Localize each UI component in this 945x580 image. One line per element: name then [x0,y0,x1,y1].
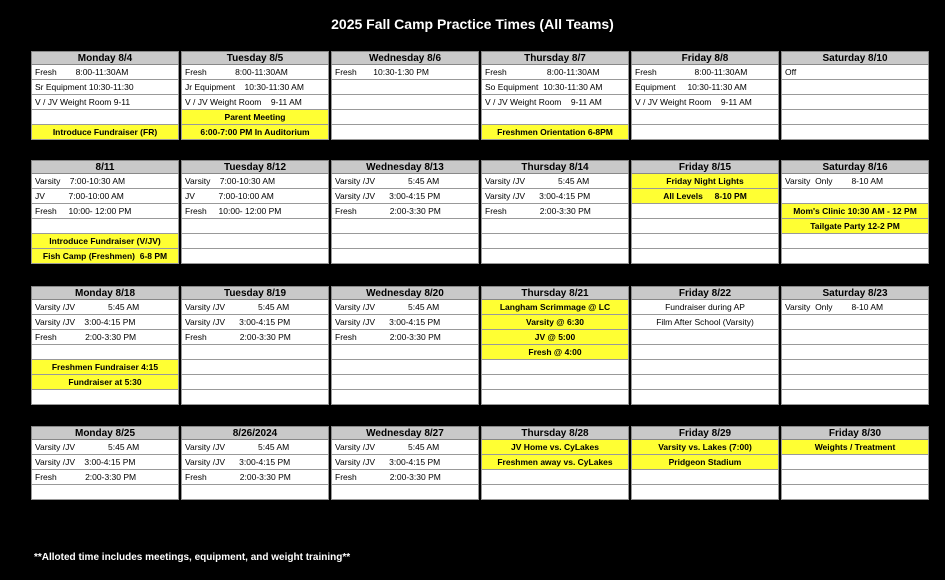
schedule-cell [481,219,629,234]
highlighted-event-cell: Parent Meeting [181,110,329,125]
highlighted-event-cell: 6:00-7:00 PM In Auditorium [181,125,329,140]
schedule-cell: Varsity /JV 5:45 AM [31,440,179,455]
day-column [31,426,179,500]
day-column [631,160,779,264]
schedule-cell [31,110,179,125]
schedule-cell: Sr Equipment 10:30-11:30 [31,80,179,95]
day-header: Friday 8/29 [631,426,779,440]
schedule-cell: Film After School (Varsity) [631,315,779,330]
schedule-cell: Varsity /JV 5:45 AM [181,440,329,455]
day-header: Saturday 8/16 [781,160,929,174]
schedule-cell: Varsity /JV 5:45 AM [31,300,179,315]
schedule-cell: Fresh 10:00- 12:00 PM [181,204,329,219]
schedule-cell: Varsity /JV 3:00-4:15 PM [181,315,329,330]
schedule-cell [331,360,479,375]
day-header: Wednesday 8/13 [331,160,479,174]
schedule-cell [331,80,479,95]
highlighted-event-cell: Introduce Fundraiser (V/JV) [31,234,179,249]
schedule-cell [481,485,629,500]
week-block [31,160,929,264]
schedule-cell [331,249,479,264]
schedule-cell: Fresh 2:00-3:30 PM [31,470,179,485]
schedule-cell [331,375,479,390]
highlighted-event-cell: Freshmen Fundraiser 4:15 [31,360,179,375]
highlighted-event-cell: Friday Night Lights [631,174,779,189]
schedule-cell: V / JV Weight Room 9-11 AM [631,95,779,110]
schedule-cell [331,345,479,360]
schedule-cell [181,345,329,360]
schedule-cell [781,249,929,264]
day-column [331,426,479,500]
highlighted-event-cell: Weights / Treatment [781,440,929,455]
schedule-cell [481,375,629,390]
highlighted-event-cell: Mom's Clinic 10:30 AM - 12 PM [781,204,929,219]
schedule-cell [331,110,479,125]
schedule-cell [781,485,929,500]
highlighted-event-cell: Freshmen away vs. CyLakes [481,455,629,470]
schedule-cell: V / JV Weight Room 9-11 AM [181,95,329,110]
schedule-cell [181,375,329,390]
day-column [331,160,479,264]
schedule-cell: Fresh 2:00-3:30 PM [331,204,479,219]
day-column [481,426,629,500]
schedule-cell: Varsity Only 8-10 AM [781,174,929,189]
schedule-cell [631,330,779,345]
schedule-cell: Fresh 2:00-3:30 PM [331,330,479,345]
highlighted-event-cell: Langham Scrimmage @ LC [481,300,629,315]
schedule-cell: Varsity /JV 3:00-4:15 PM [181,455,329,470]
schedule-cell: Varsity /JV 5:45 AM [181,300,329,315]
schedule-cell [781,189,929,204]
day-column [31,160,179,264]
day-header: 8/26/2024 [181,426,329,440]
schedule-cell [331,390,479,405]
day-column [331,286,479,405]
schedule-cell [781,470,929,485]
schedule-cell [331,219,479,234]
day-header: Monday 8/4 [31,51,179,65]
day-header: Thursday 8/28 [481,426,629,440]
day-column [181,51,329,140]
schedule-cell [31,485,179,500]
day-header: Friday 8/22 [631,286,779,300]
day-header: Friday 8/30 [781,426,929,440]
day-column [181,286,329,405]
highlighted-event-cell: All Levels 8-10 PM [631,189,779,204]
schedule-cell [781,80,929,95]
day-column [481,160,629,264]
schedule-cell [631,219,779,234]
highlighted-event-cell: Introduce Fundraiser (FR) [31,125,179,140]
highlighted-event-cell: Tailgate Party 12-2 PM [781,219,929,234]
day-header: Wednesday 8/6 [331,51,479,65]
day-header: Tuesday 8/5 [181,51,329,65]
day-header: Thursday 8/14 [481,160,629,174]
day-header: Thursday 8/21 [481,286,629,300]
schedule-cell: Varsity 7:00-10:30 AM [181,174,329,189]
day-header: Friday 8/8 [631,51,779,65]
schedule-cell [631,375,779,390]
highlighted-event-cell: Fish Camp (Freshmen) 6-8 PM [31,249,179,264]
schedule-cell [481,390,629,405]
schedule-cell [781,455,929,470]
schedule-cell [31,219,179,234]
schedule-cell: Fresh 8:00-11:30AM [31,65,179,80]
schedule-cell: Varsity Only 8-10 AM [781,300,929,315]
schedule-cell: Fresh 10:30-1:30 PM [331,65,479,80]
day-column [781,426,929,500]
schedule-cell: Varsity /JV 3:00-4:15 PM [331,189,479,204]
highlighted-event-cell: Varsity vs. Lakes (7:00) [631,440,779,455]
day-column [631,286,779,405]
schedule-cell: Fresh 8:00-11:30AM [481,65,629,80]
day-column [481,51,629,140]
schedule-cell [481,360,629,375]
schedule-cell [331,485,479,500]
schedule-cell [481,110,629,125]
schedule-cell [181,249,329,264]
day-header: Saturday 8/10 [781,51,929,65]
schedule-cell [631,125,779,140]
schedule-cell: Fresh 10:00- 12:00 PM [31,204,179,219]
schedule-cell: Varsity /JV 3:00-4:15 PM [31,455,179,470]
highlighted-event-cell: Freshmen Orientation 6-8PM [481,125,629,140]
schedule-cell: Equipment 10:30-11:30 AM [631,80,779,95]
schedule-cell: Varsity /JV 5:45 AM [331,440,479,455]
week-block [31,426,929,500]
schedule-cell: Varsity 7:00-10:30 AM [31,174,179,189]
schedule-cell: V / JV Weight Room 9-11 AM [481,95,629,110]
day-column [781,160,929,264]
day-header: Tuesday 8/19 [181,286,329,300]
schedule-cell [181,219,329,234]
highlighted-event-cell: Varsity @ 6:30 [481,315,629,330]
schedule-cell [31,345,179,360]
schedule-cell: Fundraiser during AP [631,300,779,315]
footnote: **Alloted time includes meetings, equipment, and weight training** [34,552,351,563]
schedule-cell: Varsity /JV 5:45 AM [331,174,479,189]
day-column [781,286,929,405]
day-header: Friday 8/15 [631,160,779,174]
schedule-cell [181,360,329,375]
schedule-cell [631,470,779,485]
schedule-cell: So Equipment 10:30-11:30 AM [481,80,629,95]
schedule-cell: Varsity /JV 3:00-4:15 PM [331,315,479,330]
day-header: Wednesday 8/20 [331,286,479,300]
schedule-cell [181,390,329,405]
schedule-cell: Off [781,65,929,80]
highlighted-event-cell: JV @ 5:00 [481,330,629,345]
schedule-cell [181,234,329,249]
week-block [31,51,929,140]
schedule-cell [781,315,929,330]
schedule-cell [631,390,779,405]
schedule-cell: Fresh 8:00-11:30AM [631,65,779,80]
schedule-cell: Fresh 2:00-3:30 PM [331,470,479,485]
schedule-cell: Fresh 2:00-3:30 PM [31,330,179,345]
schedule-cell [481,470,629,485]
day-header: 8/11 [31,160,179,174]
schedule-cell [781,345,929,360]
schedule-cell [781,360,929,375]
day-header: Saturday 8/23 [781,286,929,300]
schedule-cell [781,390,929,405]
schedule-cell [331,125,479,140]
schedule-cell: Jr Equipment 10:30-11:30 AM [181,80,329,95]
highlighted-event-cell: Pridgeon Stadium [631,455,779,470]
schedule-cell: Fresh 2:00-3:30 PM [181,470,329,485]
day-column [31,286,179,405]
schedule-cell [631,234,779,249]
day-column [31,51,179,140]
schedule-cell [781,375,929,390]
day-header: Wednesday 8/27 [331,426,479,440]
highlighted-event-cell: Fresh @ 4:00 [481,345,629,360]
schedule-cell: Varsity /JV 5:45 AM [331,300,479,315]
schedule-cell: Varsity /JV 3:00-4:15 PM [481,189,629,204]
schedule-cell: Fresh 2:00-3:30 PM [181,330,329,345]
schedule-cell [331,234,479,249]
schedule-cell: JV 7:00-10:00 AM [31,189,179,204]
schedule-cell [781,330,929,345]
schedule-title: 2025 Fall Camp Practice Times (All Teams) [331,16,614,32]
schedule-cell [181,485,329,500]
schedule-cell [781,125,929,140]
week-block [31,286,929,405]
schedule-cell: JV 7:00-10:00 AM [181,189,329,204]
schedule-cell [781,234,929,249]
schedule-cell [631,110,779,125]
schedule-cell [481,234,629,249]
day-column [631,426,779,500]
schedule-cell [481,249,629,264]
highlighted-event-cell: JV Home vs. CyLakes [481,440,629,455]
schedule-cell [631,360,779,375]
day-header: Monday 8/18 [31,286,179,300]
day-column [781,51,929,140]
schedule-cell [781,110,929,125]
schedule-cell: V / JV Weight Room 9-11 [31,95,179,110]
day-column [181,160,329,264]
schedule-cell: Varsity /JV 5:45 AM [481,174,629,189]
day-header: Thursday 8/7 [481,51,629,65]
highlighted-event-cell: Fundraiser at 5:30 [31,375,179,390]
day-column [481,286,629,405]
schedule-cell: Varsity /JV 3:00-4:15 PM [31,315,179,330]
schedule-cell [631,485,779,500]
day-header: Tuesday 8/12 [181,160,329,174]
schedule-cell: Fresh 2:00-3:30 PM [481,204,629,219]
schedule-cell [31,390,179,405]
day-column [181,426,329,500]
schedule-cell: Varsity /JV 3:00-4:15 PM [331,455,479,470]
schedule-cell [631,249,779,264]
schedule-cell [331,95,479,110]
schedule-cell [631,345,779,360]
day-column [331,51,479,140]
schedule-cell [781,95,929,110]
day-header: Monday 8/25 [31,426,179,440]
schedule-cell [631,204,779,219]
day-column [631,51,779,140]
schedule-cell: Fresh 8:00-11:30AM [181,65,329,80]
